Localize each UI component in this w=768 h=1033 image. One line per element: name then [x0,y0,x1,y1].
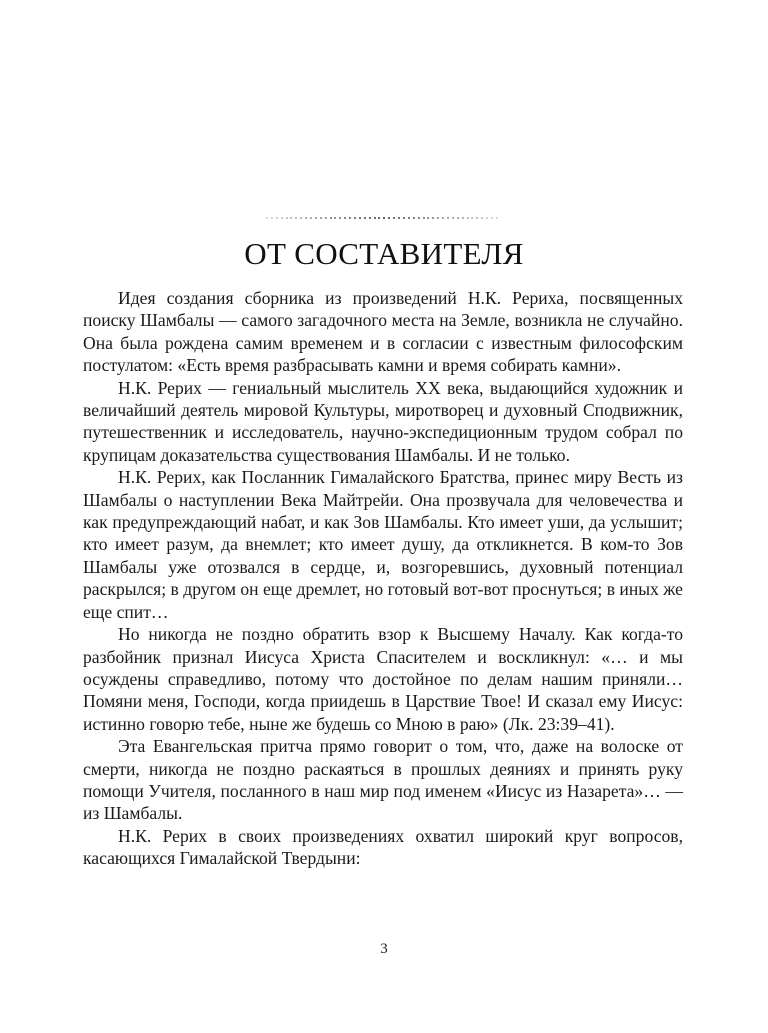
page-number: 3 [380,941,388,957]
paragraph: Н.К. Рерих, как Посланник Гималайского Братства, принес миру Весть из Шамбалы о наступлении Века Майтрейи. Она прозвучала для человечества и как предупреждающий набат, и как Зов Шамбалы. Кто имеет уши, да услышит; кто имеет разум, да внемлет; кто имеет душу, да откликнется. В ком-то Зов Шамбалы уже отозвался в сердце, и, возгоревшись, духовный потенциал раскрылся; в другом он еще дремлет, но готовый вот-вот проснуться; в иных же еще спит… [83,467,683,622]
paragraph: Но никогда не поздно обратить взор к Высшему Началу. Как когда-то разбойник признал Иисуса Христа Спасителем и воскликнул: «… и мы осуждены справедливо, потому что достойное по делам нашим приняли… Помяни меня, Господи, когда приидешь в Царствие Твое! И сказал ему Иисус: истинно говорю тебе, ныне же будешь со Мною в раю» (Лк. 23:39–41). [83,624,683,734]
paragraph: Эта Евангельская притча прямо говорит о том, что, даже на волоске от смерти, никогда не поздно раскаяться в прошлых деяниях и принять руку помощи Учителя, посланного в наш мир под именем «Иисус из Назарета»… — из Шамбалы. [83,736,683,824]
paragraph: Н.К. Рерих — гениальный мыслитель XX века, выдающийся художник и величайший деятель мировой Культуры, миротворец и духовный Сподвижник, путешественник и исследователь, научно-экспедиционным трудом собрал по крупицам доказательства существования Шамбалы. И не только. [83,377,683,465]
page-title: ОТ СОСТАВИТЕЛЯ [244,236,524,271]
paragraph: Идея создания сборника из произведений Н.К. Рериха, посвященных поиску Шамбалы — самого загадочного места на Земле, возникла не случайно. Она была рождена самим временем и в согласии с известным философским постулатом: «Есть время разбрасывать камни и время собирать камни». [83,288,683,376]
body-text [83,287,683,870]
title-ornament-dots [266,216,498,220]
paragraph: Н.К. Рерих в своих произведениях охватил широкий круг вопросов, касающихся Гималайской Твердыни: [83,825,683,869]
